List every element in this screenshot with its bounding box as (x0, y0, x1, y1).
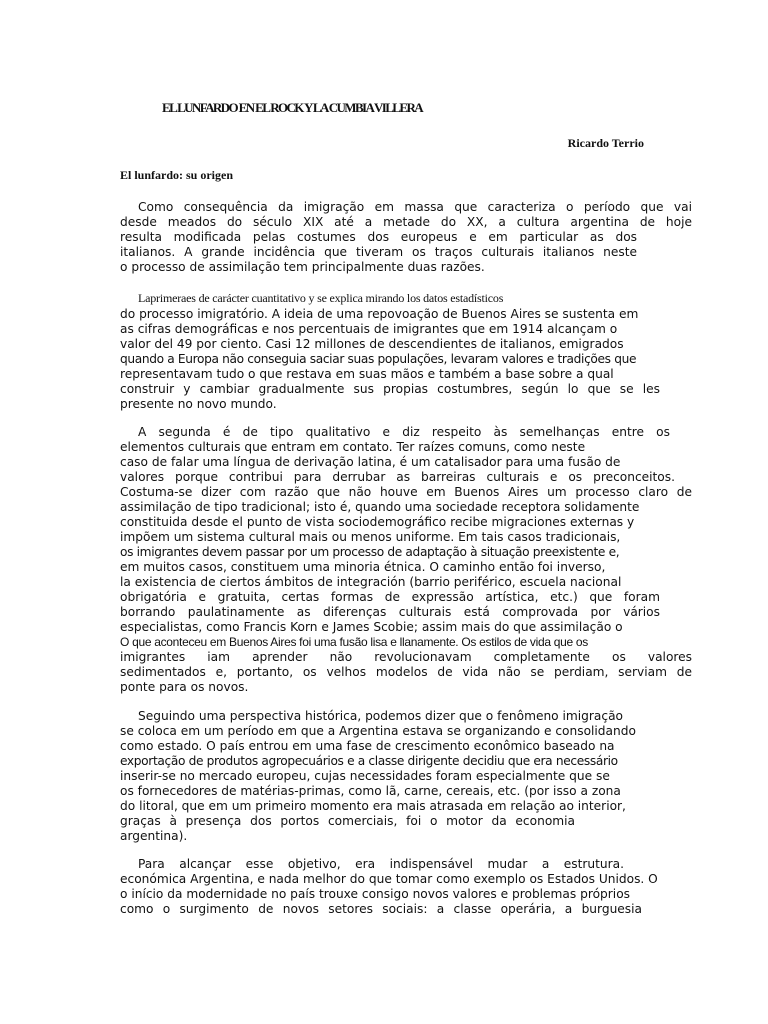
paragraph-line: caso de falar uma língua de derivação latina, é um catalisador para uma fusão de (120, 455, 621, 469)
paragraph-line: resulta modificada pelas costumes dos europeus e em particular as dos (120, 230, 637, 244)
paragraph-line: graças à presença dos portos comerciais, foi o motor da economia (120, 814, 575, 828)
paragraph-line: italianos. A grande incidência que tiveram os traços culturais italianos neste (120, 245, 637, 259)
paragraph-line: argentina). (120, 829, 188, 843)
paragraph-line: económica Argentina, e nada melhor do que tomar como exemplo os Estados Unidos. O (120, 872, 658, 886)
paragraph-5 (120, 857, 692, 917)
section-heading: El lunfardo: su origen (120, 168, 234, 182)
paragraph-line: elementos culturais que entram em contato. Ter raízes comuns, como neste (120, 440, 586, 454)
paragraph-line: presente no novo mundo. (120, 397, 277, 411)
paragraph-line: desde meados do século XIX até a metade do XX, a cultura argentina de hoje (120, 215, 692, 229)
paragraph-line: imigrantes iam aprender não revolucionavam completamente os valores (120, 650, 692, 664)
paragraph-line: valor del 49 por ciento. Casi 12 millones de descendientes de italianos, emigrados (120, 337, 624, 351)
paragraph-line: quando a Europa não conseguia saciar suas populações, levaram valores e tradições que (120, 352, 637, 366)
paragraph-line: Para alcançar esse objetivo, era indispensável mudar a estrutura. (138, 857, 624, 871)
paragraph-line: la existencia de ciertos ámbitos de integración (barrio periférico, escuela nacional (120, 575, 622, 589)
paragraph-line: valores porque contribui para derrubar as barreiras culturais e os preconceitos. (120, 470, 675, 484)
paragraph-3 (120, 425, 692, 695)
paragraph-line: borrando paulatinamente as diferenças culturais está comprovada por vários (120, 605, 660, 619)
paragraph-line: assimilação de tipo tradicional; isto é, quando uma sociedade receptora solidamente (120, 500, 640, 514)
paragraph-line: Laprimeraes de carácter cuantitativo y se explica mirando los datos estadísticos (138, 291, 504, 305)
paragraph-line: Costuma-se dizer com razão que não houve em Buenos Aires um processo claro de (120, 485, 692, 499)
paragraph-line: como estado. O país entrou em uma fase de crescimento econômico baseado na (120, 739, 615, 753)
paragraph-line: se coloca em um período em que a Argentina estava se organizando e consolidando (120, 724, 636, 738)
author-name: Ricardo Terrio (567, 136, 644, 150)
paragraph-line: obrigatória e gratuita, certas formas de expressão artística, etc.) que foram (120, 590, 660, 604)
paragraph-line: construir y cambiar gradualmente sus propias costumbres, según lo que se les (120, 382, 660, 396)
paragraph-line: o início da modernidade no país trouxe consigo novos valores e problemas próprios (120, 887, 630, 901)
paragraph-line: representavam tudo o que restava em suas mãos e também a base sobre a qual (120, 367, 614, 381)
paragraph-line: os fornecedores de matérias-primas, como lã, carne, cereais, etc. (por isso a zona (120, 784, 621, 798)
paragraph-1 (120, 200, 692, 275)
paragraph-4 (120, 709, 692, 844)
paragraph-line: as cifras demográficas e nos percentuais de imigrantes que em 1914 alcançam o (120, 322, 618, 336)
paragraph-line: Seguindo uma perspectiva histórica, podemos dizer que o fenômeno imigração (138, 709, 623, 723)
paragraph-line: os imigrantes devem passar por um processo de adaptação à situação preexistente e, (120, 545, 620, 559)
paragraph-line: sedimentados e, portanto, os velhos modelos de vida não se perdiam, serviam de (120, 665, 692, 679)
paragraph-line: A segunda é de tipo qualitativo e diz respeito às semelhanças entre os (138, 425, 670, 439)
paragraph-2 (120, 291, 692, 412)
paragraph-line: do processo imigratório. A ideia de uma repovoação de Buenos Aires se sustenta em (120, 307, 639, 321)
paragraph-line: exportação de produtos agropecuários e a classe dirigente decidiu que era necessário (120, 754, 618, 768)
paragraph-line: impõem um sistema cultural mais ou menos uniforme. Em tais casos tradicionais, (120, 530, 621, 544)
paragraph-line: ponte para os novos. (120, 680, 249, 694)
paragraph-line: do litoral, que em um primeiro momento era mais atrasada em relação ao interior, (120, 799, 626, 813)
paragraph-line: especialistas, como Francis Korn e James Scobie; assim mais do que assimilação o (120, 620, 623, 634)
paragraph-line: como o surgimento de novos setores sociais: a classe operária, a burguesia (120, 902, 642, 916)
paragraph-line: constituida desde el punto de vista sociodemográfico recibe migraciones externas y (120, 515, 635, 529)
paragraph-line: o processo de assimilação tem principalmente duas razões. (120, 260, 485, 274)
paragraph-line: em muitos casos, constituem uma minoria étnica. O caminho então foi inverso, (120, 560, 606, 574)
paragraph-line: Como consequência da imigração em massa que caracteriza o período que vai (138, 200, 692, 214)
paragraph-line: O que aconteceu em Buenos Aires foi uma fusão lisa e llanamente. Os estilos de vida que os (120, 635, 588, 649)
paragraph-line: inserir-se no mercado europeu, cujas necessidades foram especialmente que se (120, 769, 610, 783)
document-title: EL LUNFARDO EN EL ROCK Y LA CUMBIA VILLERA (162, 100, 423, 115)
